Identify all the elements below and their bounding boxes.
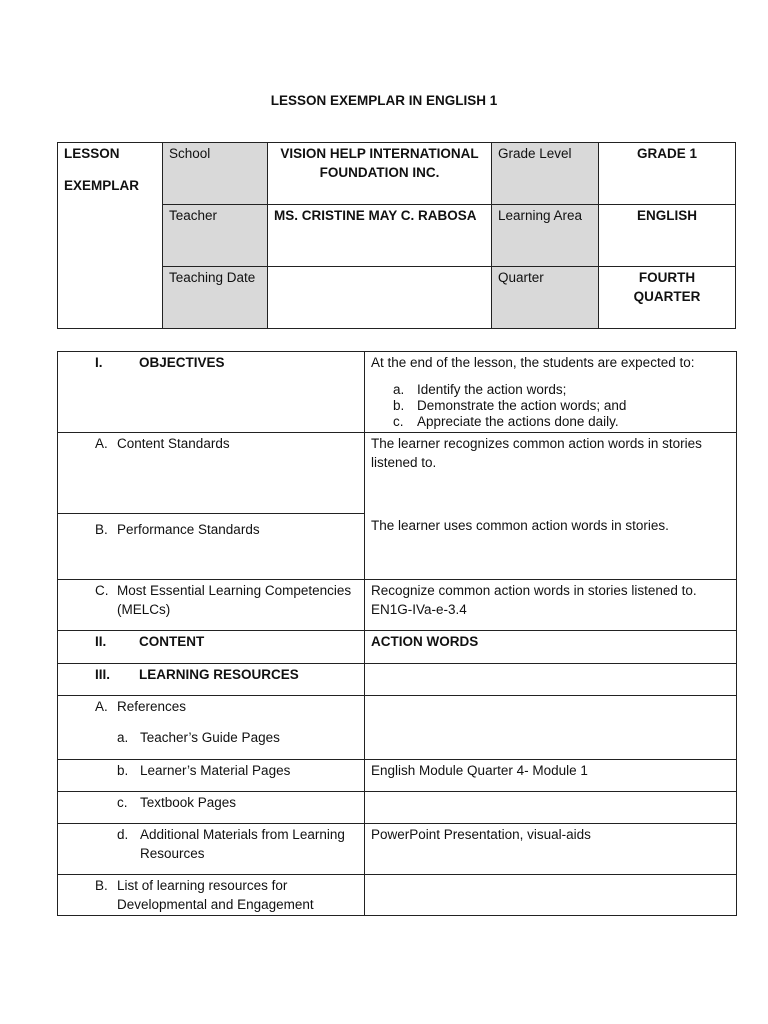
list-item: a. Identify the action words; xyxy=(393,382,567,397)
teacher-label: Teacher xyxy=(163,205,268,267)
performance-standards-label: Performance Standards xyxy=(117,522,260,537)
grade-level-value: GRADE 1 xyxy=(599,143,736,205)
learning-area-value: ENGLISH xyxy=(599,205,736,267)
teachers-guide-marker: a. xyxy=(117,730,129,745)
quarter-value: FOURTH QUARTER xyxy=(599,267,736,329)
melcs-value: Recognize common action words in stories listened to. xyxy=(371,583,697,598)
content-row xyxy=(58,631,737,664)
melcs-label: Most Essential Learning Competencies (MELCs) xyxy=(117,583,352,617)
objectives-label: OBJECTIVES xyxy=(139,355,225,370)
list-resources-value xyxy=(365,875,737,916)
teaching-date-label: Teaching Date xyxy=(163,267,268,329)
objectives-intro: At the end of the lesson, the students are expected to: xyxy=(371,355,695,370)
textbook-label: Textbook Pages xyxy=(140,795,237,810)
learning-resources-label: LEARNING RESOURCES xyxy=(139,667,299,682)
list-item: c. Appreciate the actions done daily. xyxy=(393,414,619,429)
content-label: CONTENT xyxy=(139,634,205,649)
exemplar-label: EXEMPLAR xyxy=(64,178,140,193)
learning-resources-numeral: III. xyxy=(95,667,111,682)
learning-resources-row xyxy=(58,664,737,696)
teacher-value: MS. CRISTINE MAY C. RABOSA xyxy=(268,205,492,267)
teaching-date-value xyxy=(268,267,492,329)
objectives-row xyxy=(58,352,737,433)
grade-level-label: Grade Level xyxy=(492,143,599,205)
additional-materials-marker: d. xyxy=(117,827,129,842)
textbook-marker: c. xyxy=(117,795,128,810)
lesson-exemplar-cell xyxy=(58,143,163,329)
teachers-guide-label: Teacher’s Guide Pages xyxy=(140,730,280,745)
school-label: School xyxy=(163,143,268,205)
learners-material-label: Learner’s Material Pages xyxy=(140,763,291,778)
quarter-label: Quarter xyxy=(492,267,599,329)
content-standards-value: The learner recognizes common action words in stories listened to. xyxy=(371,436,702,470)
performance-standards-marker: B. xyxy=(95,522,108,537)
list-resources-label: List of learning resources for Developmental and Engagement xyxy=(117,878,314,912)
school-value: VISION HELP INTERNATIONAL FOUNDATION INC. xyxy=(268,143,492,205)
performance-standards-value: The learner uses common action words in stories. xyxy=(371,518,669,533)
header-table xyxy=(57,142,736,329)
lesson-label: LESSON xyxy=(64,146,120,161)
standards-row xyxy=(58,433,737,580)
objectives-list xyxy=(371,382,730,430)
learners-material-row xyxy=(58,760,737,792)
learners-material-marker: b. xyxy=(117,763,129,778)
content-standards-label: Content Standards xyxy=(117,436,230,451)
teachers-guide-value xyxy=(365,696,737,760)
textbook-row xyxy=(58,792,737,824)
additional-materials-label: Additional Materials from Learning Resources xyxy=(140,827,345,861)
additional-materials-value: PowerPoint Presentation, visual-aids xyxy=(365,824,737,875)
lesson-plan-table xyxy=(57,351,737,916)
objectives-numeral: I. xyxy=(95,355,103,370)
melcs-code: EN1G-IVa-e-3.4 xyxy=(371,602,467,617)
melcs-marker: C. xyxy=(95,583,109,598)
learning-resources-value xyxy=(365,664,737,696)
content-standards-marker: A. xyxy=(95,436,108,451)
content-value: ACTION WORDS xyxy=(365,631,737,664)
list-resources-marker: B. xyxy=(95,878,108,893)
references-label: References xyxy=(117,699,187,714)
textbook-value xyxy=(365,792,737,824)
content-numeral: II. xyxy=(95,634,107,649)
learners-material-value: English Module Quarter 4- Module 1 xyxy=(365,760,737,792)
list-item: b. Demonstrate the action words; and xyxy=(393,398,627,413)
references-row xyxy=(58,696,737,760)
list-resources-row xyxy=(58,875,737,916)
learning-area-label: Learning Area xyxy=(492,205,599,267)
additional-materials-row xyxy=(58,824,737,875)
references-marker: A. xyxy=(95,699,108,714)
document-title: LESSON EXEMPLAR IN ENGLISH 1 xyxy=(270,93,498,108)
melcs-row xyxy=(58,580,737,631)
